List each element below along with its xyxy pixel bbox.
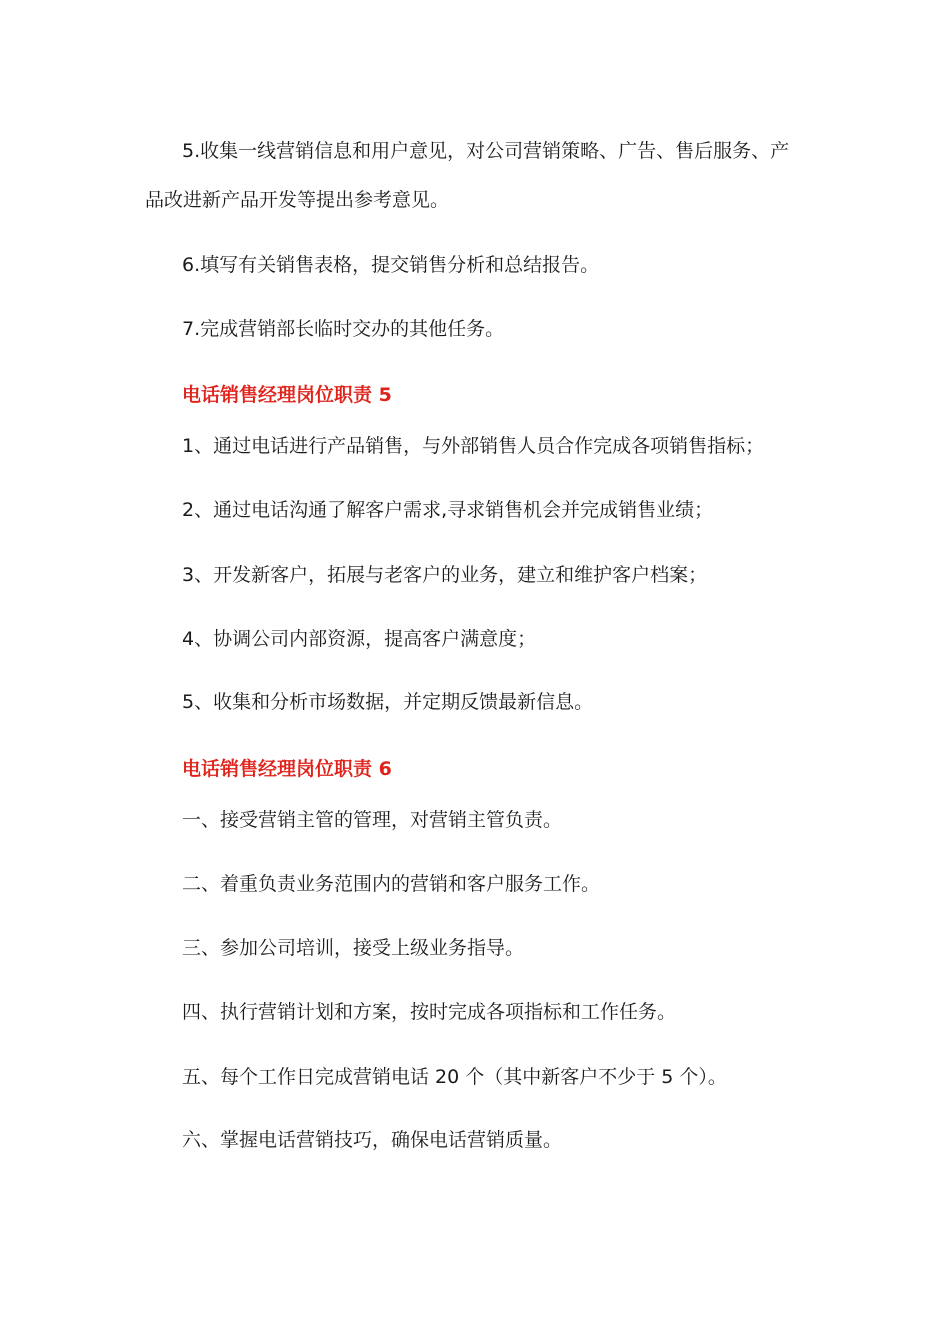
section6-item-5: 五、每个工作日完成营销电话 20 个（其中新客户不少于 5 个）。 <box>182 1066 727 1088</box>
section6-item-3: 三、参加公司培训，接受上级业务指导。 <box>182 937 525 959</box>
section6-item-1: 一、接受营销主管的管理，对营销主管负责。 <box>182 809 563 831</box>
section5-item-2: 2、通过电话沟通了解客户需求,寻求销售机会并完成销售业绩； <box>182 499 714 521</box>
section6-item-2: 二、着重负责业务范围内的营销和客户服务工作。 <box>182 873 601 895</box>
section5-item-3: 3、开发新客户，拓展与老客户的业务，建立和维护客户档案； <box>182 564 708 586</box>
duty-item-6: 6.填写有关销售表格，提交销售分析和总结报告。 <box>182 254 600 276</box>
section5-item-5: 5、收集和分析市场数据，并定期反馈最新信息。 <box>182 691 594 713</box>
section-heading-6: 电话销售经理岗位职责 6 <box>182 758 392 780</box>
section5-item-1: 1、通过电话进行产品销售，与外部销售人员合作完成各项销售指标； <box>182 435 765 457</box>
duty-item-7: 7.完成营销部长临时交办的其他任务。 <box>182 318 505 340</box>
section6-item-6: 六、掌握电话营销技巧，确保电话营销质量。 <box>182 1129 563 1151</box>
duty-item-5-continued: 品改进新产品开发等提出参考意见。 <box>145 189 450 211</box>
section5-item-4: 4、协调公司内部资源，提高客户满意度； <box>182 628 537 650</box>
duty-item-5: 5.收集一线营销信息和用户意见，对公司营销策略、广告、售后服务、产 <box>182 140 790 162</box>
section-heading-5: 电话销售经理岗位职责 5 <box>182 384 392 406</box>
section6-item-4: 四、执行营销计划和方案，按时完成各项指标和工作任务。 <box>182 1001 677 1023</box>
